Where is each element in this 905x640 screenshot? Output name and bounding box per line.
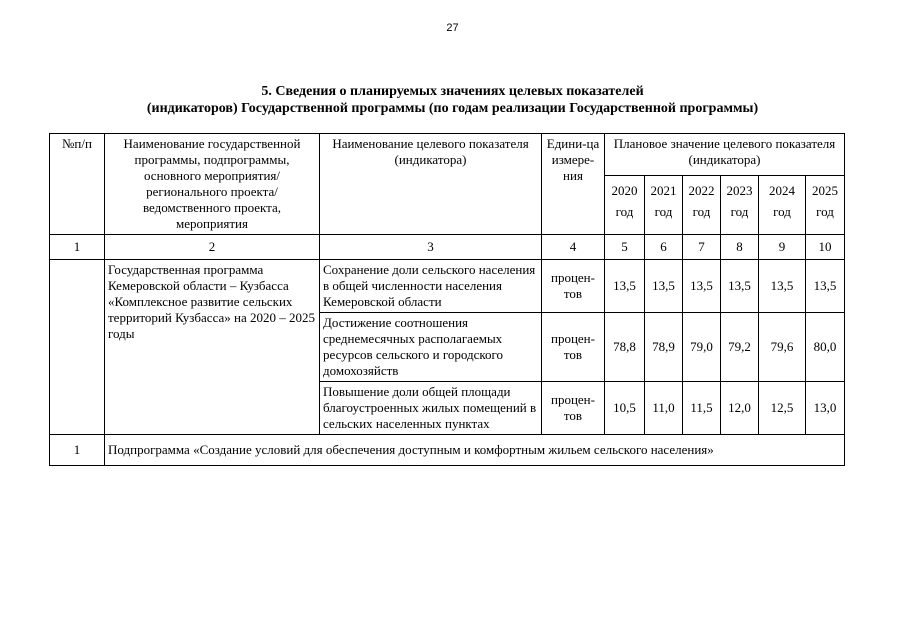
column-number: 5	[605, 235, 645, 260]
column-number: 8	[721, 235, 759, 260]
indicator-value: 79,6	[759, 313, 806, 382]
column-number: 9	[759, 235, 806, 260]
header-program-name: Наименование государственной программы, подпрограммы, основного мероприятия/регионального проекта/ведомственного проекта, мероприятия	[105, 134, 320, 235]
indicator-value: 11,0	[645, 382, 683, 435]
indicator-name: Достижение соотношения среднемесячных располагаемых ресурсов сельского и городского домохозяйств	[320, 313, 542, 382]
indicator-unit: процен-тов	[542, 260, 605, 313]
heading-line-2: (индикаторов) Государственной программы (по годам реализации Государственной программы)	[146, 101, 759, 116]
column-number: 6	[645, 235, 683, 260]
column-number: 3	[320, 235, 542, 260]
column-numbers-row	[50, 235, 845, 260]
indicator-value: 13,5	[683, 260, 721, 313]
program-name: Государственная программа Кемеровской области – Кузбасса «Комплексное развитие сельских территорий Кузбасса» на 2020 – 2025 годы	[105, 260, 320, 435]
column-number: 10	[806, 235, 845, 260]
indicators-table	[49, 133, 845, 466]
subprogram-num: 1	[50, 435, 105, 466]
page-number: 27	[446, 22, 459, 34]
indicator-unit: процен-тов	[542, 313, 605, 382]
indicator-value: 13,5	[721, 260, 759, 313]
subprogram-row	[50, 435, 845, 466]
column-number: 2	[105, 235, 320, 260]
header-num: №п/п	[50, 134, 105, 235]
header-year: 2022 год	[683, 176, 721, 235]
subprogram-name: Подпрограмма «Создание условий для обеспечения доступным и комфортным жильем сельского населения»	[105, 435, 845, 466]
header-year: 2020 год	[605, 176, 645, 235]
column-number: 4	[542, 235, 605, 260]
indicator-value: 78,9	[645, 313, 683, 382]
indicator-value: 11,5	[683, 382, 721, 435]
column-number: 1	[50, 235, 105, 260]
indicator-value: 79,0	[683, 313, 721, 382]
indicator-value: 10,5	[605, 382, 645, 435]
section-heading	[0, 83, 905, 117]
indicator-name: Сохранение доли сельского населения в общей численности населения Кемеровской области	[320, 260, 542, 313]
indicator-value: 79,2	[721, 313, 759, 382]
indicator-value: 13,5	[759, 260, 806, 313]
heading-line-1: 5. Сведения о планируемых значениях целевых показателей	[261, 84, 644, 99]
indicator-value: 80,0	[806, 313, 845, 382]
indicator-unit: процен-тов	[542, 382, 605, 435]
header-year: 2021 год	[645, 176, 683, 235]
header-unit: Едини-ца измере-ния	[542, 134, 605, 235]
header-year: 2025 год	[806, 176, 845, 235]
header-row	[50, 134, 845, 176]
indicator-value: 12,0	[721, 382, 759, 435]
column-number: 7	[683, 235, 721, 260]
table-row	[50, 260, 845, 313]
header-indicator-name: Наименование целевого показателя (индикатора)	[320, 134, 542, 235]
indicator-value: 78,8	[605, 313, 645, 382]
indicator-value: 13,5	[645, 260, 683, 313]
header-year: 2023 год	[721, 176, 759, 235]
indicator-value: 13,0	[806, 382, 845, 435]
indicator-value: 12,5	[759, 382, 806, 435]
indicator-value: 13,5	[806, 260, 845, 313]
header-planned-value: Плановое значение целевого показателя (индикатора)	[605, 134, 845, 176]
header-year: 2024 год	[759, 176, 806, 235]
indicator-name: Повышение доли общей площади благоустроенных жилых помещений в сельских населенных пунктах	[320, 382, 542, 435]
indicator-value: 13,5	[605, 260, 645, 313]
program-num	[50, 260, 105, 435]
